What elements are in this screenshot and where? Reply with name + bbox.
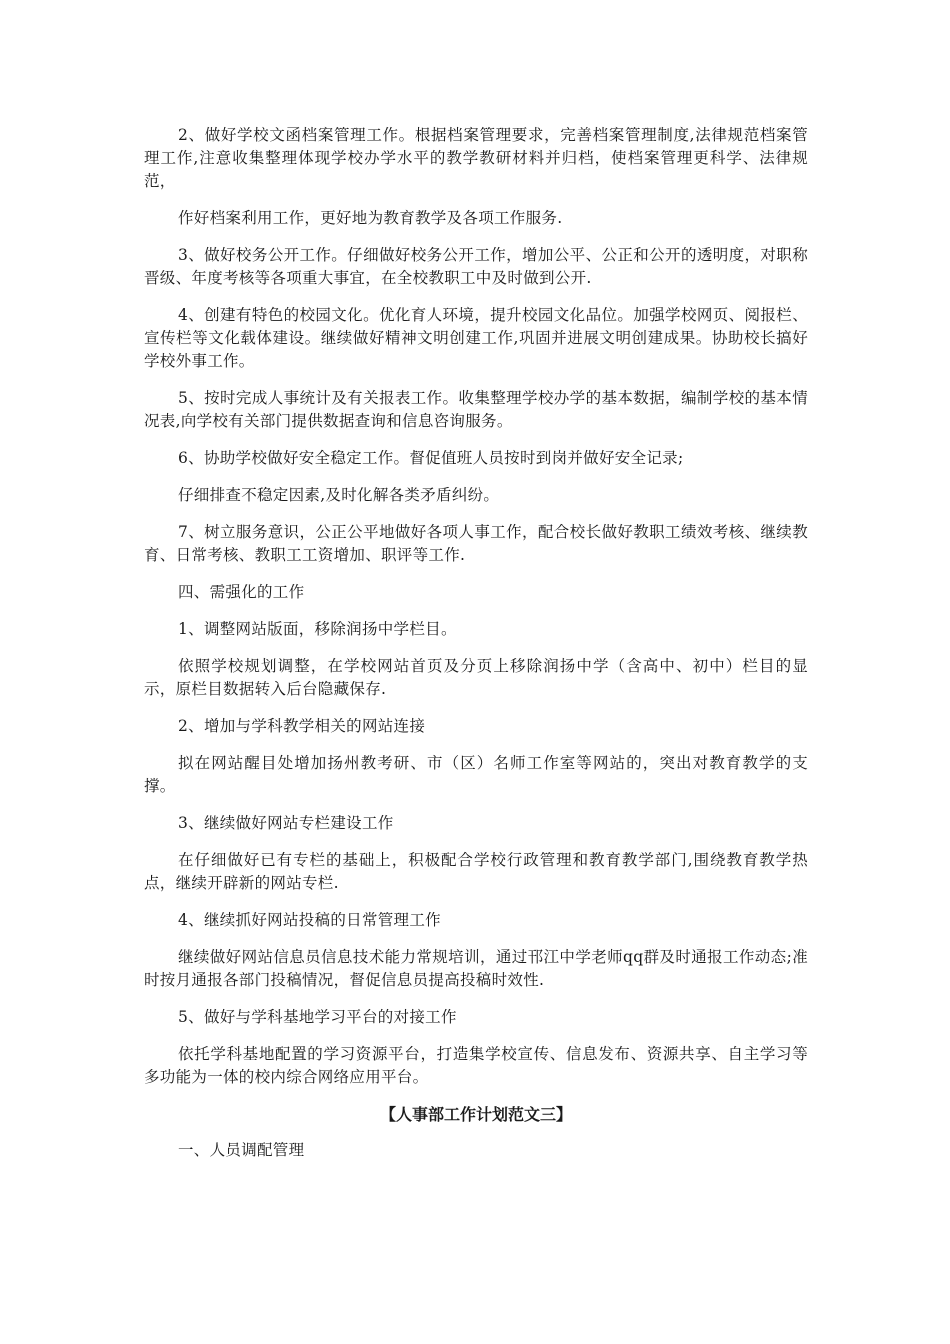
paragraph: 依照学校规划调整，在学校网站首页及分页上移除润扬中学（含高中、初中）栏目的显示，原栏目数据转入后台隐藏保存. <box>144 657 808 698</box>
paragraph: 3、做好校务公开工作。仔细做好校务公开工作，增加公平、公正和公开的透明度，对职称晋级、年度考核等各项重大事宜，在全校教职工中及时做到公开. <box>144 246 808 287</box>
subsection-title: 4、继续抓好网站投稿的日常管理工作 <box>178 911 441 929</box>
paragraph: 2、做好学校文函档案管理工作。根据档案管理要求，完善档案管理制度,法律规范档案管理工作,注意收集整理体现学校办学水平的教学教研材料并归档，使档案管理更科学、法律规范， <box>144 126 808 190</box>
paragraph: 5、按时完成人事统计及有关报表工作。收集整理学校办学的基本数据，编制学校的基本情况表,向学校有关部门提供数据查询和信息咨询服务。 <box>144 389 808 430</box>
paragraph: 仔细排查不稳定因素,及时化解各类矛盾纠纷。 <box>178 486 500 504</box>
subsection-title: 2、增加与学科教学相关的网站连接 <box>178 717 426 735</box>
paragraph: 继续做好网站信息员信息技术能力常规培训，通过邗江中学老师qq群及时通报工作动态;准时按月通报各部门投稿情况，督促信息员提高投稿时效性. <box>144 948 808 989</box>
subsection-title: 5、做好与学科基地学习平台的对接工作 <box>178 1008 457 1026</box>
paragraph: 拟在网站醒目处增加扬州教考研、市（区）名师工作室等网站的，突出对教育教学的支撑。 <box>144 754 808 795</box>
paragraph: 6、协助学校做好安全稳定工作。督促值班人员按时到岗并做好安全记录; <box>178 449 684 467</box>
section-title: 一、人员调配管理 <box>178 1141 305 1159</box>
paragraph: 作好档案利用工作，更好地为教育教学及各项工作服务. <box>178 209 563 227</box>
subsection-title: 3、继续做好网站专栏建设工作 <box>178 814 394 832</box>
document-page <box>144 124 808 1176</box>
paragraph: 7、树立服务意识，公正公平地做好各项人事工作，配合校长做好教职工绩效考核、继续教育、日常考核、教职工工资增加、职评等工作. <box>144 523 808 564</box>
paragraph: 在仔细做好已有专栏的基础上，积极配合学校行政管理和教育教学部门,围绕教育教学热点，继续开辟新的网站专栏. <box>144 851 808 892</box>
section-title: 四、需强化的工作 <box>178 583 305 601</box>
paragraph: 依托学科基地配置的学习资源平台，打造集学校宣传、信息发布、资源共享、自主学习等多功能为一体的校内综合网络应用平台。 <box>144 1045 808 1086</box>
document-heading: 【人事部工作计划范文三】 <box>379 1105 572 1124</box>
paragraph: 4、创建有特色的校园文化。优化育人环境，提升校园文化品位。加强学校网页、阅报栏、宣传栏等文化载体建设。继续做好精神文明创建工作,巩固并进展文明创建成果。协助校长搞好学校外事工作。 <box>144 306 808 370</box>
subsection-title: 1、调整网站版面，移除润扬中学栏目。 <box>178 620 457 638</box>
